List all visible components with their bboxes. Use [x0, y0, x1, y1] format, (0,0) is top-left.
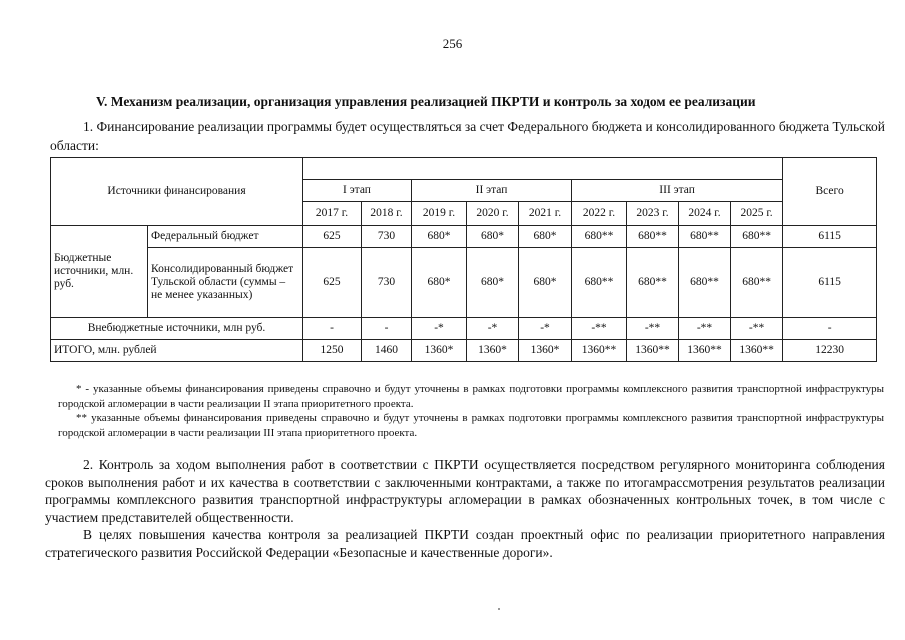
table-cell: 680*: [467, 226, 519, 248]
row-label-extrabudget: Внебюджетные источники, млн руб.: [51, 318, 303, 340]
intro-paragraph: 1. Финансирование реализации программы будет осуществляться за счет Федерального бюджета и консолидированного бюджета Тульской области:: [50, 119, 885, 153]
table-cell: -*: [412, 318, 467, 340]
table-cell: -*: [519, 318, 572, 340]
year-header: 2018 г.: [362, 202, 412, 226]
table-cell: 1360*: [412, 340, 467, 362]
table-cell: 680**: [627, 248, 679, 318]
table-cell: 1360**: [679, 340, 731, 362]
table-cell-total: 12230: [783, 340, 877, 362]
table-cell: 680*: [412, 248, 467, 318]
budget-group-label: Бюджетные источники, млн. руб.: [51, 226, 148, 318]
header-spacer: [303, 158, 783, 180]
financing-table: [50, 157, 877, 362]
table-cell: 680*: [519, 226, 572, 248]
page-number: 256: [442, 36, 463, 51]
table-cell: -**: [572, 318, 627, 340]
year-header: 2020 г.: [467, 202, 519, 226]
scan-speck: [498, 608, 500, 610]
table-cell: -**: [731, 318, 783, 340]
year-header: 2024 г.: [679, 202, 731, 226]
table-cell: 625: [303, 248, 362, 318]
table-cell: 1360*: [519, 340, 572, 362]
year-header: 2017 г.: [303, 202, 362, 226]
table-cell: 680*: [412, 226, 467, 248]
table-cell: 1360**: [627, 340, 679, 362]
table-cell: -: [362, 318, 412, 340]
row-label-federal: Федеральный бюджет: [148, 226, 303, 248]
table-cell: -**: [679, 318, 731, 340]
table-cell: -*: [467, 318, 519, 340]
table-cell: 680**: [572, 248, 627, 318]
table-cell: 1360**: [572, 340, 627, 362]
year-header: 2025 г.: [731, 202, 783, 226]
table-cell: 680**: [679, 248, 731, 318]
table-cell: 680*: [467, 248, 519, 318]
header-stage-2: II этап: [412, 180, 572, 202]
header-total: Всего: [783, 158, 877, 226]
table-cell: 680**: [679, 226, 731, 248]
row-label-total: ИТОГО, млн. рублей: [51, 340, 303, 362]
table-cell: 730: [362, 248, 412, 318]
year-header: 2021 г.: [519, 202, 572, 226]
table-cell: 1250: [303, 340, 362, 362]
paragraph-monitoring: 2. Контроль за ходом выполнения работ в соответствии с ПКРТИ осуществляется посредством регулярного мониторинга соблюдения сроков выполнения работ и их качества в соответствии с заключенными контрактами, а также по итогамрассмотрения результатов реализации программы комплексного развития транспортной инфраструктуры агломерации в рамках обозначенных контрольных точек, в том числе с участием представителей общественности.: [45, 457, 885, 525]
table-cell: 1360**: [731, 340, 783, 362]
table-cell: -: [303, 318, 362, 340]
row-label-consolidated: Консолидированный бюджет Тульской области (суммы – не менее указанных): [148, 248, 303, 318]
year-header: 2019 г.: [412, 202, 467, 226]
table-cell: 680*: [519, 248, 572, 318]
year-header: 2023 г.: [627, 202, 679, 226]
footnote-stage-3: ** указанные объемы финансирования приведены справочно и будут уточнены в рамках подготовки программы комплексного развития транспортной инфраструктуры городской агломерации в части реализации III этапа приоритетного проекта.: [58, 412, 884, 439]
header-stage-3: III этап: [572, 180, 783, 202]
table-cell-total: 6115: [783, 226, 877, 248]
table-cell: 680**: [731, 248, 783, 318]
table-cell: 1460: [362, 340, 412, 362]
table-cell: 625: [303, 226, 362, 248]
footnotes: [58, 382, 884, 440]
paragraph-project-office: В целях повышения качества контроля за реализацией ПКРТИ создан проектный офис по реализации приоритетного направления стратегического развития Российской Федерации «Безопасные и качественные дороги».: [45, 527, 885, 560]
table-cell: 680**: [572, 226, 627, 248]
footnote-stage-2: * - указанные объемы финансирования приведены справочно и будут уточнены в рамках подготовки программы комплексного развития транспортной инфраструктуры городской агломерации в части реализации II этапа приоритетного проекта.: [58, 383, 884, 410]
section-heading: V. Механизм реализации, организация управления реализацией ПКРТИ и контроль за ходом ее реализации: [96, 94, 756, 109]
table-cell: 1360*: [467, 340, 519, 362]
table-cell: 680**: [627, 226, 679, 248]
header-stage-1: I этап: [303, 180, 412, 202]
table-cell: -**: [627, 318, 679, 340]
table-cell-total: -: [783, 318, 877, 340]
body-text: [45, 456, 885, 561]
header-sources: Источники финансирования: [51, 158, 303, 226]
table-cell: 730: [362, 226, 412, 248]
year-header: 2022 г.: [572, 202, 627, 226]
table-cell: 680**: [731, 226, 783, 248]
table-cell-total: 6115: [783, 248, 877, 318]
